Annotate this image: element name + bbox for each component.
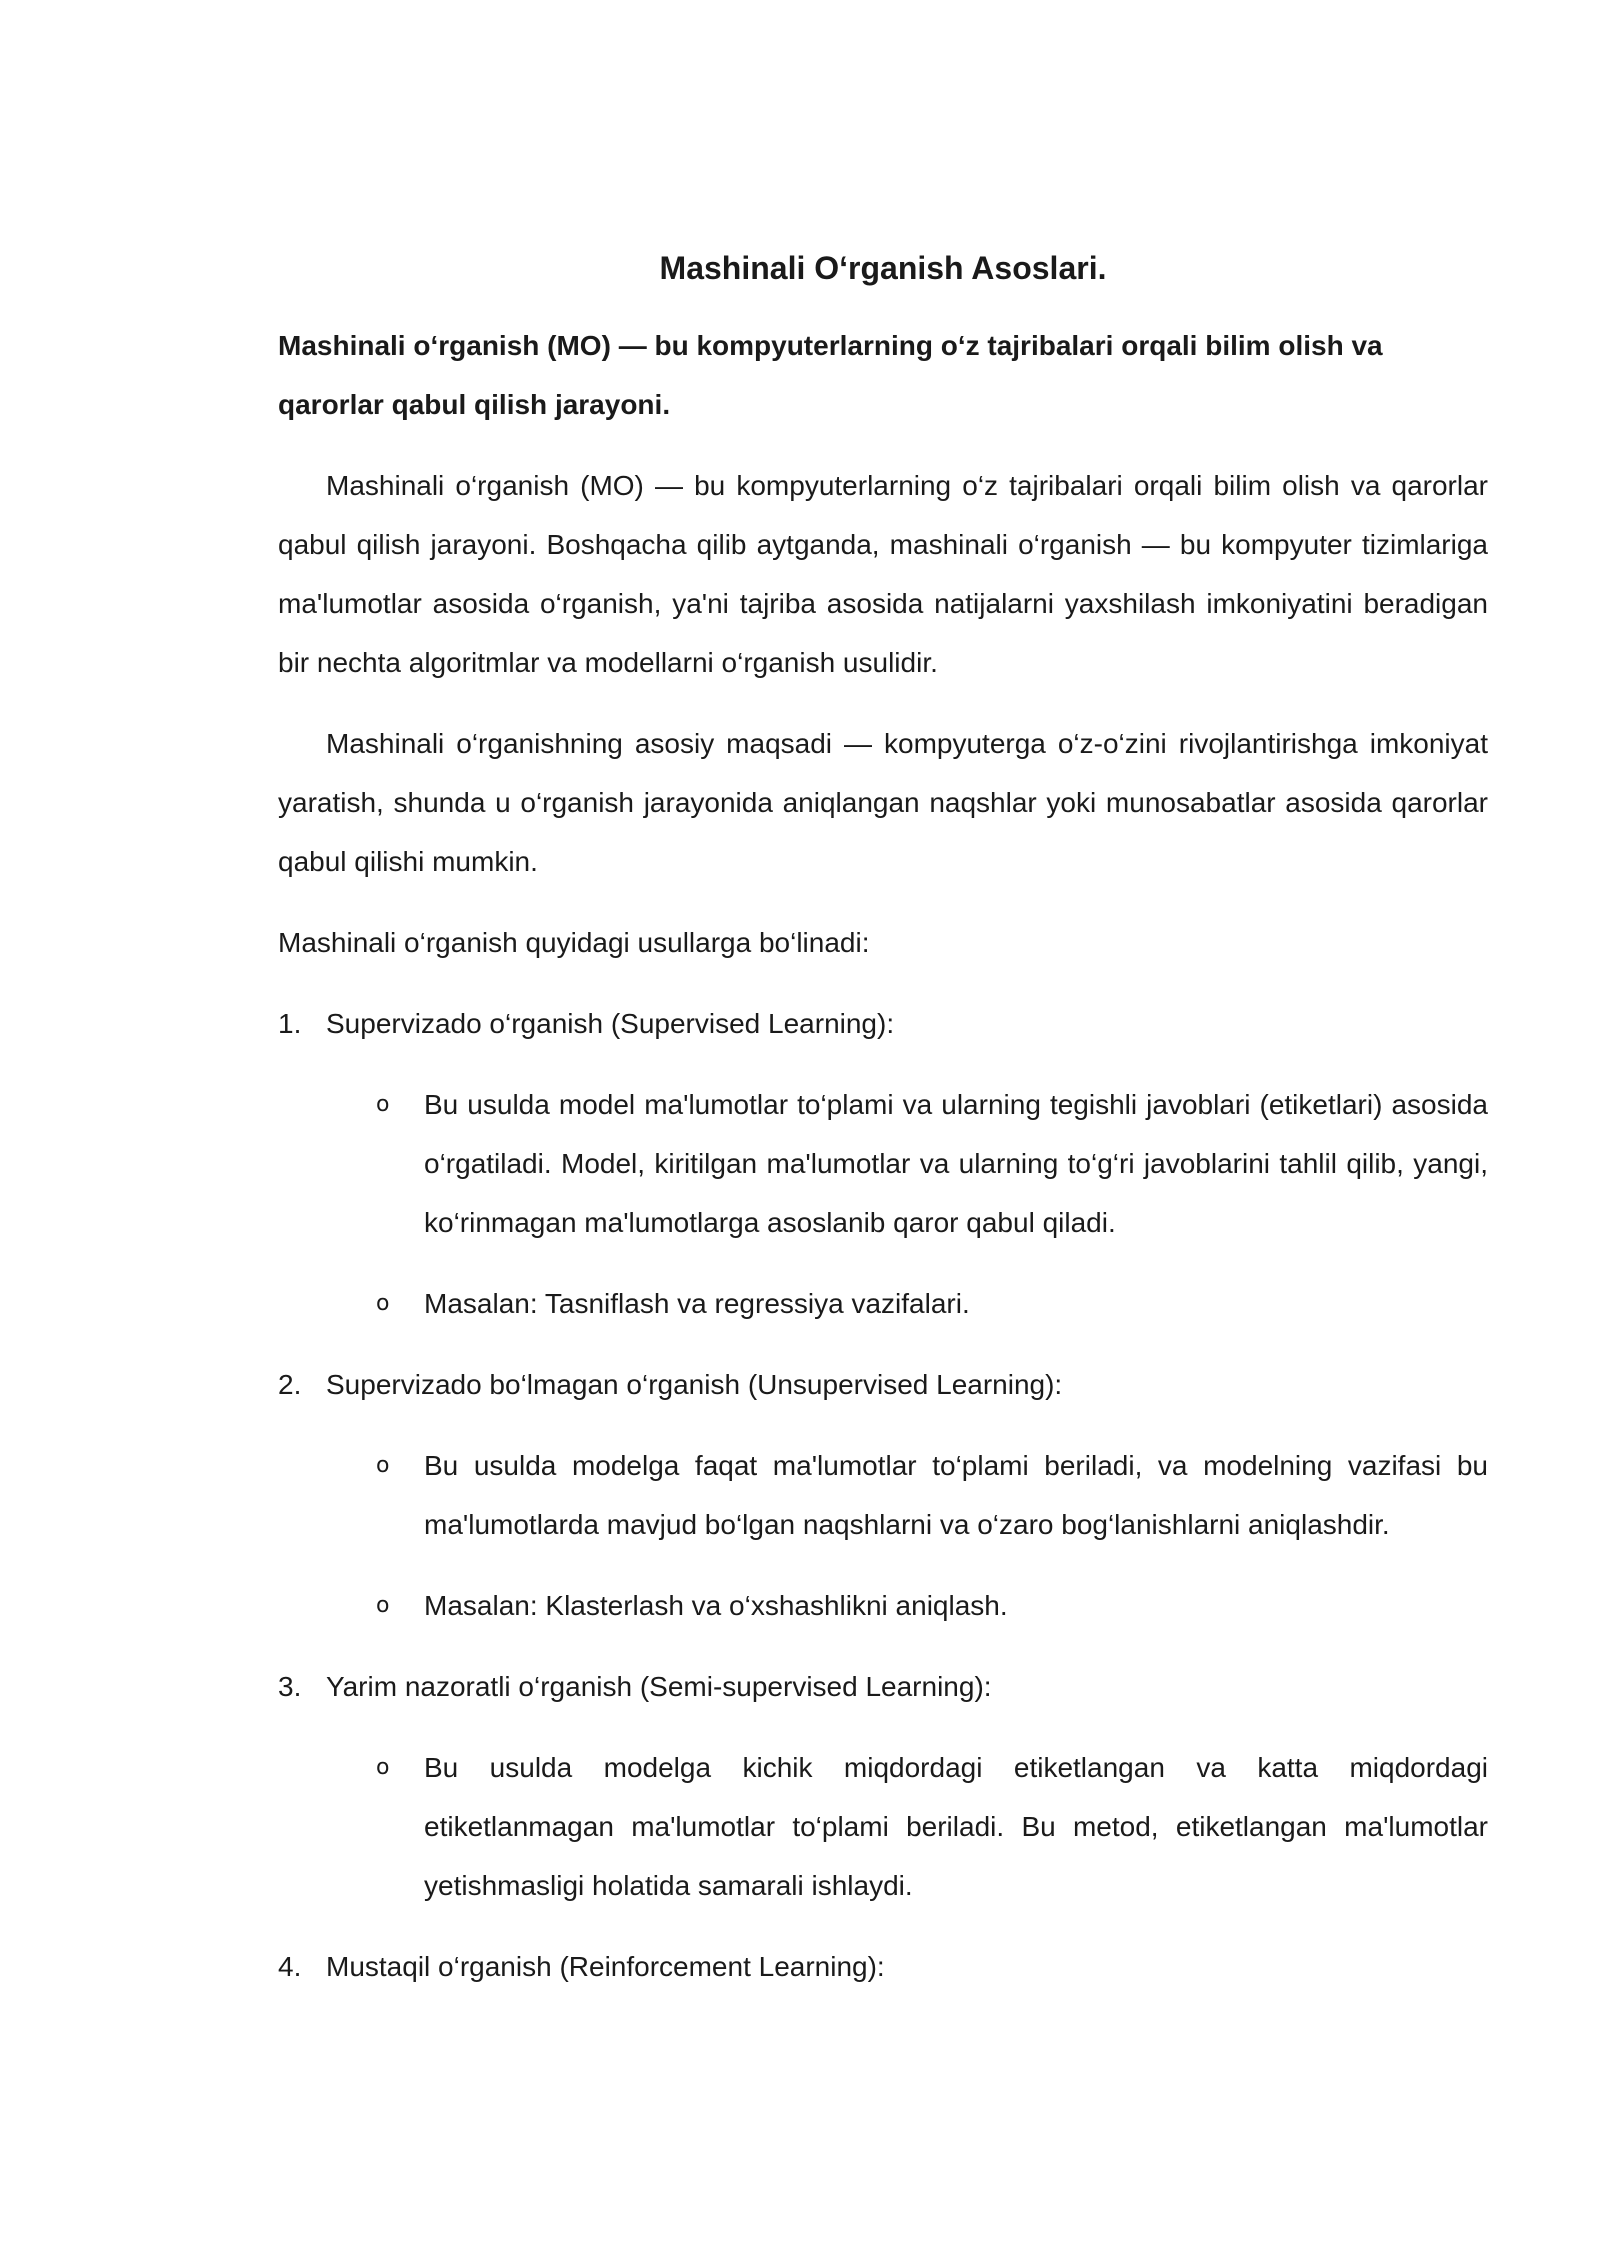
methods-intro: Mashinali o‘rganish quyidagi usullarga bo‘linadi:	[278, 927, 870, 958]
document-title: Mashinali O‘rganish Asoslari.	[659, 250, 1107, 286]
method-heading-1	[278, 994, 1488, 1053]
method-number: 3.	[278, 1671, 302, 1702]
method-heading-text: Supervizado bo‘lmagan o‘rganish (Unsupervised Learning):	[326, 1369, 1063, 1400]
point-text: Masalan: Klasterlash va o‘xshashlikni aniqlash.	[424, 1590, 1008, 1621]
paragraph-2: Mashinali o‘rganishning asosiy maqsadi — kompyuterga o‘z-o‘zini rivojlantirishga imkoniyat yaratish, shunda u o‘rganish jarayonida aniqlangan naqshlar yoki munosabatlar asosida qarorlar qabul qilishi mumkin.	[278, 728, 1488, 877]
method-heading-text: Mustaqil o‘rganish (Reinforcement Learning):	[326, 1951, 885, 1982]
bullet-icon: o	[376, 1291, 390, 1316]
method-3-point-1	[278, 1738, 1488, 1915]
bullet-icon: o	[376, 1593, 390, 1618]
point-text: Bu usulda model ma'lumotlar to‘plami va ularning tegishli javoblari (etiketlari) asosida o‘rgatiladi. Model, kiritilgan ma'lumotlar va ularning to‘g‘ri javoblarini tahlil qilib, yangi, ko‘rinmagan ma'lumotlarga asoslanib qaror qabul qiladi.	[424, 1089, 1488, 1238]
lead-definition: Mashinali o‘rganish (MO) — bu kompyuterlarning o‘z tajribalari orqali bilim olish va qarorlar qabul qilish jarayoni.	[278, 330, 1383, 420]
document-page	[278, 238, 1488, 2018]
method-heading-text: Yarim nazoratli o‘rganish (Semi-supervised Learning):	[326, 1671, 992, 1702]
method-heading-2	[278, 1355, 1488, 1414]
point-text: Bu usulda modelga faqat ma'lumotlar to‘plami beriladi, va modelning vazifasi bu ma'lumotlarda mavjud bo‘lgan naqshlarni va o‘zaro bog‘lanishlarni aniqlashdir.	[424, 1450, 1488, 1540]
bullet-icon: o	[376, 1755, 390, 1780]
method-heading-3	[278, 1657, 1488, 1716]
method-number: 1.	[278, 1008, 302, 1039]
bullet-icon: o	[376, 1092, 390, 1117]
method-heading-4	[278, 1937, 1488, 1996]
paragraph-1: Mashinali o‘rganish (MO) — bu kompyuterlarning o‘z tajribalari orqali bilim olish va qarorlar qabul qilish jarayoni. Boshqacha qilib aytganda, mashinali o‘rganish — bu kompyuter tizimlariga ma'lumotlar asosida o‘rganish, ya'ni tajriba asosida natijalarni yaxshilash imkoniyatini beradigan bir nechta algoritmlar va modellarni o‘rganish usulidir.	[278, 470, 1488, 678]
method-heading-text: Supervizado o‘rganish (Supervised Learning):	[326, 1008, 895, 1039]
point-text: Masalan: Tasniflash va regressiya vazifalari.	[424, 1288, 970, 1319]
method-number: 2.	[278, 1369, 302, 1400]
point-text: Bu usulda modelga kichik miqdordagi etiketlangan va katta miqdordagi etiketlanmagan ma'lumotlar to‘plami beriladi. Bu metod, etiketlangan ma'lumotlar yetishmasligi holatida samarali ishlaydi.	[424, 1752, 1488, 1901]
method-2-point-1	[278, 1436, 1488, 1554]
method-2-point-2	[278, 1576, 1488, 1635]
bullet-icon: o	[376, 1453, 390, 1478]
method-1-point-2	[278, 1274, 1488, 1333]
method-number: 4.	[278, 1951, 302, 1982]
method-1-point-1	[278, 1075, 1488, 1252]
